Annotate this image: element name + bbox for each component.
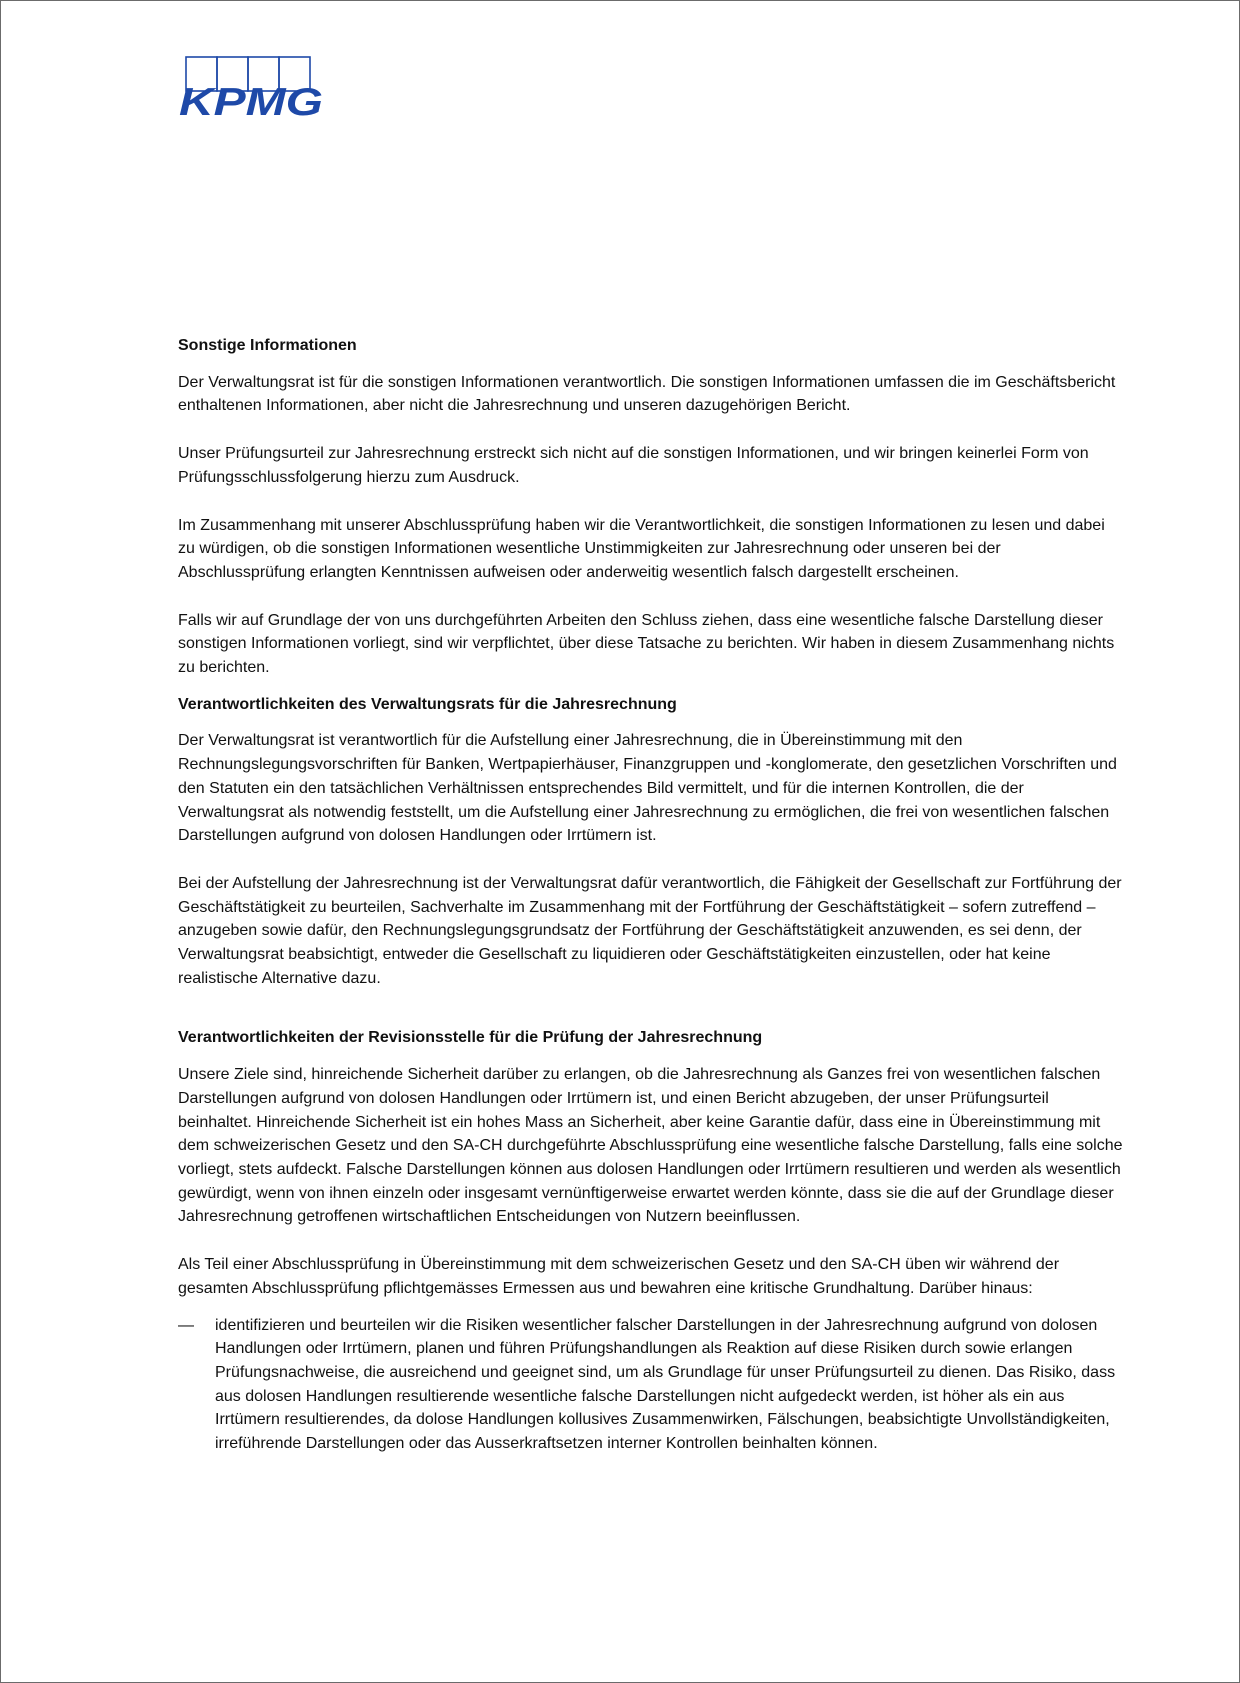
document-body [178,334,1126,1456]
section-heading: Verantwortlichkeiten der Revisionsstelle für die Prüfung der Jahresrechnung [178,1029,763,1047]
paragraph: Falls wir auf Grundlage der von uns durchgeführten Arbeiten den Schluss ziehen, dass eine wesentliche falsche Darstellung dieser sonstigen Informationen vorliegt, sind wir verpflichtet, über diese Tatsache zu berichten. Wir haben in diesem Zusammenhang nichts zu berichten. [178,611,1115,677]
paragraph: Bei der Aufstellung der Jahresrechnung ist der Verwaltungsrat dafür verantwortlich, die Fähigkeit der Gesellschaft zur Fortführung der Geschäftstätigkeit zu beurteilen, Sachverhalte im Zusammenhang mit der Fortführung der Geschäftstätigkeit – sofern zutreffend – anzugeben sowie dafür, den Rechnungslegungsgrundsatz der Fortführung der Geschäftstätigkeit anzuwenden, es sei denn, der Verwaltungsrat beabsichtigt, entweder die Gesellschaft zu liquidieren oder Geschäftstätigkeiten einzustellen, oder hat keine realistische Alternative dazu. [178,874,1122,987]
dash-bullet: — [178,1316,194,1334]
paragraph: Unsere Ziele sind, hinreichende Sicherheit darüber zu erlangen, ob die Jahresrechnung als Ganzes frei von wesentlichen falschen Darstellungen aufgrund von dolosen Handlungen oder Irrtümern ist, und einen Bericht abzugeben, der unser Prüfungsurteil beinhaltet. Hinreichende Sicherheit ist ein hohes Mass an Sicherheit, aber keine Garantie dafür, dass eine in Übereinstimmung mit dem schweizerischen Gesetz und den SA-CH durchgeführte Abschlussprüfung eine wesentliche falsche Darstellung, falls eine solche vorliegt, stets aufdeckt. Falsche Darstellungen können aus dolosen Handlungen oder Irrtümern resultieren und werden als wesentlich gewürdigt, wenn von ihnen einzeln oder insgesamt vernünftigerweise erwartet werden könnte, dass sie die auf der Grundlage dieser Jahresrechnung getroffenen wirtschaftlichen Entscheidungen von Nutzern beeinflussen. [178,1066,1123,1226]
paragraph: Im Zusammenhang mit unserer Abschlussprüfung haben wir die Verantwortlichkeit, die sonstigen Informationen zu lesen und dabei zu würdigen, ob die sonstigen Informationen wesentliche Unstimmigkeiten zur Jahresrechnung oder unseren bei der Abschlussprüfung erlangten Kenntnissen aufweisen oder anderweitig wesentlich falsch dargestellt erscheinen. [178,516,1105,581]
list-item [178,1314,1126,1456]
section-verantwortlichkeiten-revisionsstelle [178,1026,1126,1455]
section-sonstige-informationen [178,334,1126,680]
paragraph: Der Verwaltungsrat ist verantwortlich für die Aufstellung einer Jahresrechnung, die in Übereinstimmung mit den Rechnungslegungsvorschriften für Banken, Wertpapierhäuser, Finanzgruppen und -konglomerate, den gesetzlichen Vorschriften und den Statuten ein den tatsächlichen Verhältnissen entsprechendes Bild vermittelt, und für die internen Kontrollen, die der Verwaltungsrat als notwendig feststellt, um die Aufstellung einer Jahresrechnung zu ermöglichen, die frei von wesentlichen falschen Darstellungen aufgrund von dolosen Handlungen oder Irrtümern ist. [178,732,1117,845]
section-heading: Verantwortlichkeiten des Verwaltungsrats für die Jahresrechnung [178,695,677,713]
bullet-list [178,1314,1126,1456]
kpmg-logo [177,56,327,118]
paragraph: Unser Prüfungsurteil zur Jahresrechnung erstreckt sich nicht auf die sonstigen Informationen, und wir bringen keinerlei Form von Prüfungsschlussfolgerung hierzu zum Ausdruck. [178,445,1089,486]
section-verantwortlichkeiten-verwaltungsrat [178,693,1126,991]
list-item-text: identifizieren und beurteilen wir die Risiken wesentlicher falscher Darstellungen in der Jahresrechnung aufgrund von dolosen Handlungen oder Irrtümern, planen und führen Prüfungshandlungen als Reaktion auf diese Risiken durch sowie erlangen Prüfungsnachweise, die ausreichend und geeignet sind, um als Grundlage für unser Prüfungsurteil zu dienen. Das Risiko, dass aus dolosen Handlungen resultierende wesentliche falsche Darstellungen nicht aufgedeckt werden, ist höher als ein aus Irrtümern resultierendes, da dolose Handlungen kollusives Zusammenwirken, Fälschungen, beabsichtigte Unvollständigkeiten, irreführende Darstellungen oder das Ausserkraftsetzen interner Kontrollen beinhalten können. [215,1316,1116,1453]
logo-text: KPMG [179,81,323,118]
section-heading: Sonstige Informationen [178,337,357,354]
paragraph: Als Teil einer Abschlussprüfung in Übereinstimmung mit dem schweizerischen Gesetz und den SA-CH üben wir während der gesamten Abschlussprüfung pflichtgemässes Ermessen aus und bewahren eine kritische Grundhaltung. Darüber hinaus: [178,1256,1060,1297]
paragraph: Der Verwaltungsrat ist für die sonstigen Informationen verantwortlich. Die sonstigen Informationen umfassen die im Geschäftsbericht enthaltenen Informationen, aber nicht die Jahresrechnung und unseren dazugehörigen Bericht. [178,373,1116,415]
